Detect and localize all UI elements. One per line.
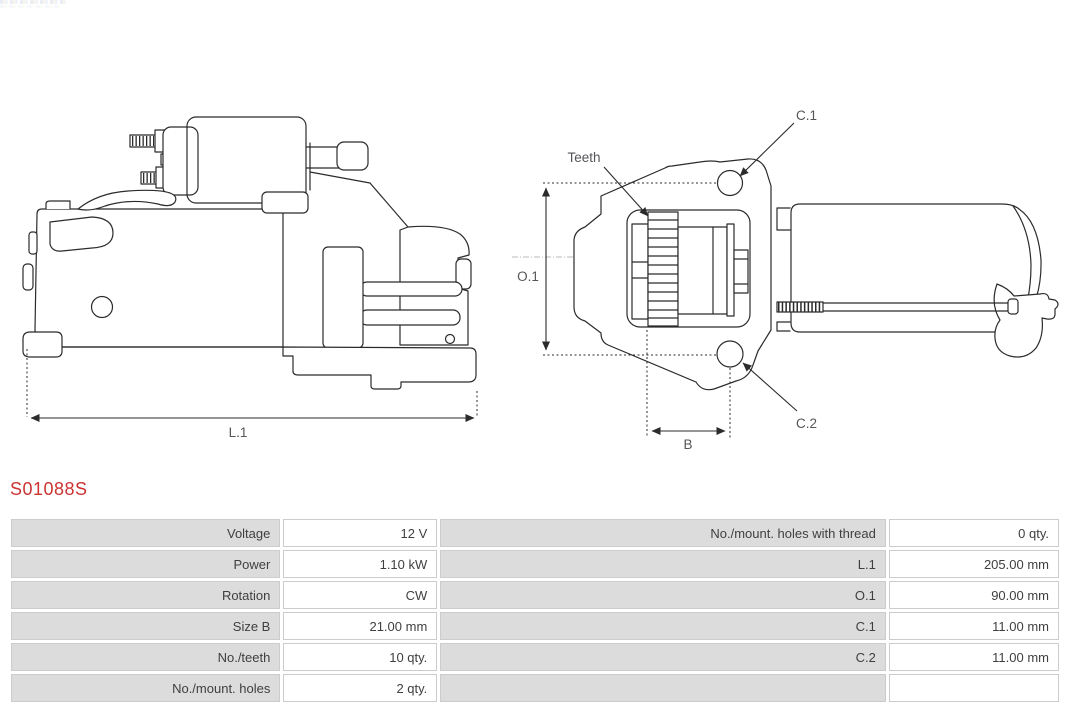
spec-value-cell: 1.10 kW (283, 550, 437, 578)
spec-value-cell: 11.00 mm (889, 612, 1059, 640)
spec-table (8, 516, 1062, 705)
spec-value-cell: 2 qty. (283, 674, 437, 702)
table-row (11, 581, 1059, 609)
spec-label-cell: Rotation (11, 581, 280, 609)
spec-label-cell: Size B (11, 612, 280, 640)
dim-label-l1: L.1 (228, 425, 248, 440)
table-row (11, 643, 1059, 671)
spec-value-cell: 21.00 mm (283, 612, 437, 640)
spec-label-cell: No./mount. holes (11, 674, 280, 702)
spec-value-cell: 12 V (283, 519, 437, 547)
spec-label-cell: Power (11, 550, 280, 578)
spec-label-cell: No./mount. holes with thread (440, 519, 886, 547)
side-view (23, 117, 477, 440)
spec-label-cell (440, 674, 886, 702)
spec-value-cell: 10 qty. (283, 643, 437, 671)
table-row (11, 519, 1059, 547)
spec-label-cell: O.1 (440, 581, 886, 609)
spec-label-cell: No./teeth (11, 643, 280, 671)
spec-label-cell: C.1 (440, 612, 886, 640)
spec-value-cell: CW (283, 581, 437, 609)
table-row (11, 550, 1059, 578)
product-code: S01088S (10, 479, 88, 499)
front-view (512, 108, 1058, 452)
spec-label-cell: C.2 (440, 643, 886, 671)
table-row (11, 612, 1059, 640)
dim-label-b: B (683, 437, 693, 452)
table-row (11, 674, 1059, 702)
spec-value-cell: 90.00 mm (889, 581, 1059, 609)
spec-value-cell (889, 674, 1059, 702)
dim-label-c1: C.1 (796, 108, 818, 123)
spec-table-wrap (8, 516, 1062, 705)
spec-label-cell: Voltage (11, 519, 280, 547)
spec-label-cell: L.1 (440, 550, 886, 578)
spec-value-cell: 11.00 mm (889, 643, 1059, 671)
label-teeth: Teeth (567, 150, 601, 165)
spec-value-cell: 0 qty. (889, 519, 1059, 547)
dim-label-o1: O.1 (517, 269, 539, 284)
dim-label-c2: C.2 (796, 416, 818, 431)
spec-value-cell: 205.00 mm (889, 550, 1059, 578)
